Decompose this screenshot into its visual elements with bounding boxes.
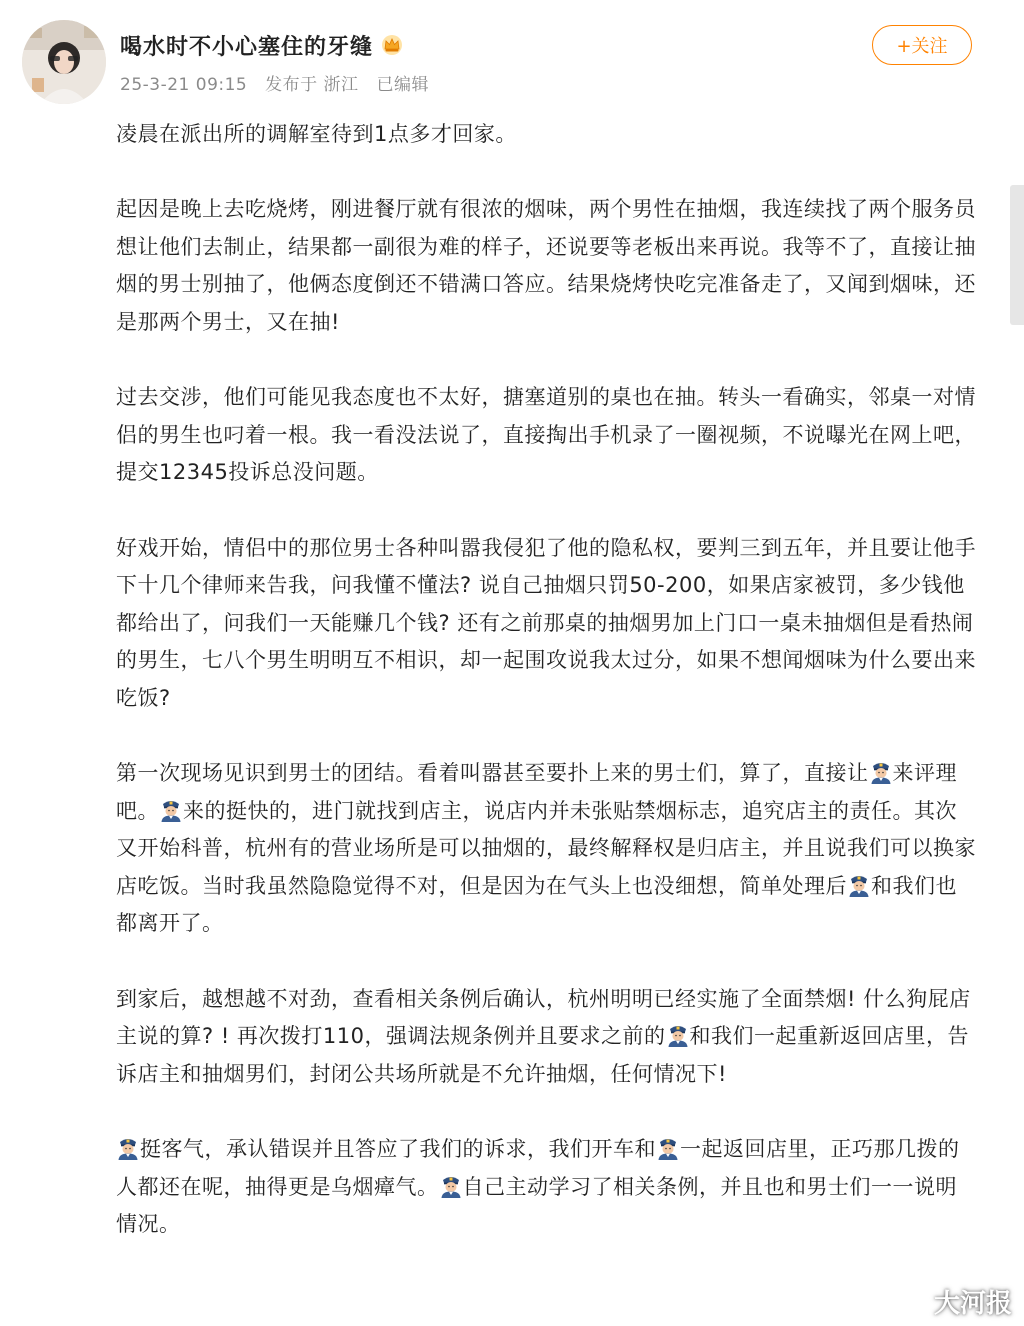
username[interactable]: 喝水时不小心塞住的牙缝 [120,34,374,60]
police-officer-icon [667,1023,689,1047]
paragraph-7 [116,1131,978,1244]
paragraph-6-text-a: 到家后，越想越不对劲，查看相关条例后确认，杭州明明已经实施了全面禁烟! 什么狗屁店主说的算? ! 再次拨打110，强调法规条例并且要求之前的 [116,986,971,1049]
post-date: 25-3-21 09:15 [120,75,248,95]
edited-status[interactable]: 已编辑 [376,75,429,95]
post-meta [120,70,441,95]
watermark [894,1283,1012,1320]
paragraph-5-text-b: 来评理吧。 [116,761,957,823]
crown-icon [381,34,403,56]
post-body [116,116,978,1281]
weibo-logo-icon [894,1288,928,1316]
police-officer-icon [657,1136,679,1160]
paragraph-7-text-a: 挺客气，承认错误并且答应了我们的诉求，我们开车和 [140,1137,656,1162]
police-officer-icon [870,760,892,784]
paragraph-7-text-c: 自己主动学习了相关条例，并且也和男士们一一说明情况。 [116,1174,957,1237]
paragraph-5-text-a: 第一次现场见识到男士的团结。看着叫嚣甚至要扑上来的男士们，算了，直接让 [116,761,869,786]
police-officer-icon [440,1174,462,1198]
paragraph-5 [116,755,978,943]
paragraph-1: 凌晨在派出所的调解室待到1点多才回家。 [116,122,517,146]
paragraph-6 [116,981,978,1094]
post-location: 发布于 浙江 [265,75,359,95]
paragraph-5-text-c: 来的挺快的，进门就找到店主，说店内并未张贴禁烟标志，追究店主的责任。其次又开始科普，杭州有的营业场所是可以抽烟的，最终解释权是归店主，并且说我们可以换家店吃饭。当时我虽然隐隐觉得不对，但是因为在气头上也没细想，简单处理后 [116,798,976,898]
watermark-text: 大河报 [933,1289,1012,1319]
username-row [120,28,403,62]
paragraph-3: 过去交涉，他们可能见我态度也不太好，搪塞道别的桌也在抽。转头一看确实，邻桌一对情侣的男生也叼着一根。我一看没法说了，直接掏出手机录了一圈视频，不说曝光在网上吧，提交12345投诉总没问题。 [116,385,976,485]
follow-button[interactable]: +关注 [872,25,972,65]
scrollbar[interactable] [1010,185,1024,325]
paragraph-7-text-b: 一起返回店里，正巧那几拨的人都还在呢，抽得更是乌烟瘴气。 [116,1137,960,1199]
paragraph-5-text-d: 和我们也都离开了。 [116,873,957,936]
police-officer-icon [848,873,870,897]
avatar[interactable] [22,20,106,104]
paragraph-6-text-b: 和我们一起重新返回店里，告诉店主和抽烟男们，封闭公共场所就是不允许抽烟，任何情况下! [116,1024,969,1086]
paragraph-2: 起因是晚上去吃烧烤，刚进餐厅就有很浓的烟味，两个男性在抽烟，我连续找了两个服务员想让他们去制止，结果都一副很为难的样子，还说要等老板出来再说。我等不了，直接让抽烟的男士别抽了，他俩态度倒还不错满口答应。结果烧烤快吃完准备走了，又闻到烟味，还是那两个男士，又在抽! [116,197,976,334]
avatar-image [22,20,106,104]
police-officer-icon [160,798,182,822]
paragraph-4: 好戏开始，情侣中的那位男士各种叫嚣我侵犯了他的隐私权，要判三到五年，并且要让他手下十几个律师来告我，问我懂不懂法? 说自己抽烟只罚50-200，如果店家被罚，多少钱他都给出了，问我们一天能赚几个钱? 还有之前那桌的抽烟男加上门口一桌未抽烟但是看热闹的男生，七八个男生明明互不相识，却一起围攻说我太过分，如果不想闻烟味为什么要出来吃饭? [116,535,976,710]
police-officer-icon [117,1136,139,1160]
